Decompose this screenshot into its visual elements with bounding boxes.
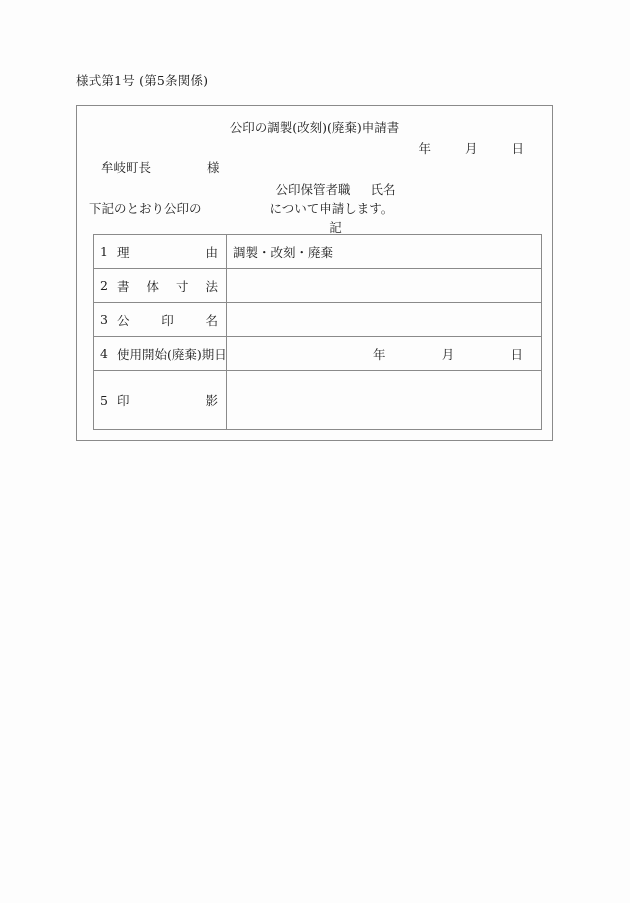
table-row	[94, 235, 542, 269]
note-mark: 記	[329, 220, 342, 235]
addressee-honorific: 様	[206, 160, 220, 175]
row-label-seal-name	[94, 303, 227, 337]
row-number-3: 3	[100, 312, 108, 327]
row-label-char: 寸	[175, 278, 189, 294]
row-label-char: 法	[205, 278, 218, 294]
row-label-reason	[94, 235, 227, 269]
row-label-char: 印	[161, 312, 174, 328]
addressee-line	[101, 158, 220, 176]
row-number-1: 1	[100, 244, 108, 259]
seal-keeper-name: 氏名	[370, 182, 396, 197]
form-outer-frame	[76, 105, 553, 441]
row-number-5: 5	[100, 392, 108, 408]
document-title: 公印の調製(改刻)(廃棄)申請書	[229, 120, 400, 135]
row-label-start-date	[94, 337, 227, 371]
header-date-year: 年	[418, 141, 432, 156]
row-label-seal-impression	[94, 371, 227, 430]
row-number-4: 4	[100, 346, 108, 361]
row-value-seal-impression[interactable]	[227, 371, 542, 430]
addressee-office: 牟岐町長	[101, 160, 152, 175]
row-number-2: 2	[100, 278, 108, 293]
row-date-month: 月	[441, 346, 455, 362]
row-value-seal-name[interactable]	[227, 303, 542, 337]
row-label-char: 由	[205, 244, 218, 260]
row-date-year: 年	[373, 346, 386, 362]
row-label-char: 理	[116, 244, 130, 260]
form-number: 様式第1号 (第5条関係)	[76, 73, 209, 88]
row-value-reason[interactable]: 調製・改刻・廃棄	[227, 235, 542, 269]
statement-tail: について申請します。	[269, 201, 394, 216]
row-label-char: 影	[205, 393, 218, 408]
row-value-start-date[interactable]	[227, 337, 542, 371]
header-date-line	[419, 139, 524, 157]
row-label-char: 名	[205, 312, 218, 328]
row-label-char: 書	[116, 278, 130, 294]
statement-lead: 下記のとおり公印の	[89, 201, 202, 216]
row-value-typeface-size[interactable]	[227, 269, 542, 303]
table-row	[94, 337, 542, 371]
row-date-day: 日	[510, 346, 523, 362]
table-row	[94, 303, 542, 337]
row-label-typeface-size	[94, 269, 227, 303]
header-date-day: 日	[511, 141, 524, 156]
row-label-text: 使用開始(廃棄)期日	[116, 346, 227, 362]
row-date-fields	[233, 345, 535, 363]
application-statement	[89, 199, 393, 217]
application-items-table	[93, 234, 542, 430]
table-row	[94, 371, 542, 430]
row-label-char: 体	[146, 278, 159, 294]
row-label-char: 印	[116, 393, 130, 408]
row-label-char: 公	[116, 312, 130, 328]
header-date-month: 月	[465, 141, 478, 156]
table-row	[94, 269, 542, 303]
seal-keeper-line	[77, 180, 552, 198]
seal-keeper-role: 公印保管者職	[275, 182, 351, 197]
